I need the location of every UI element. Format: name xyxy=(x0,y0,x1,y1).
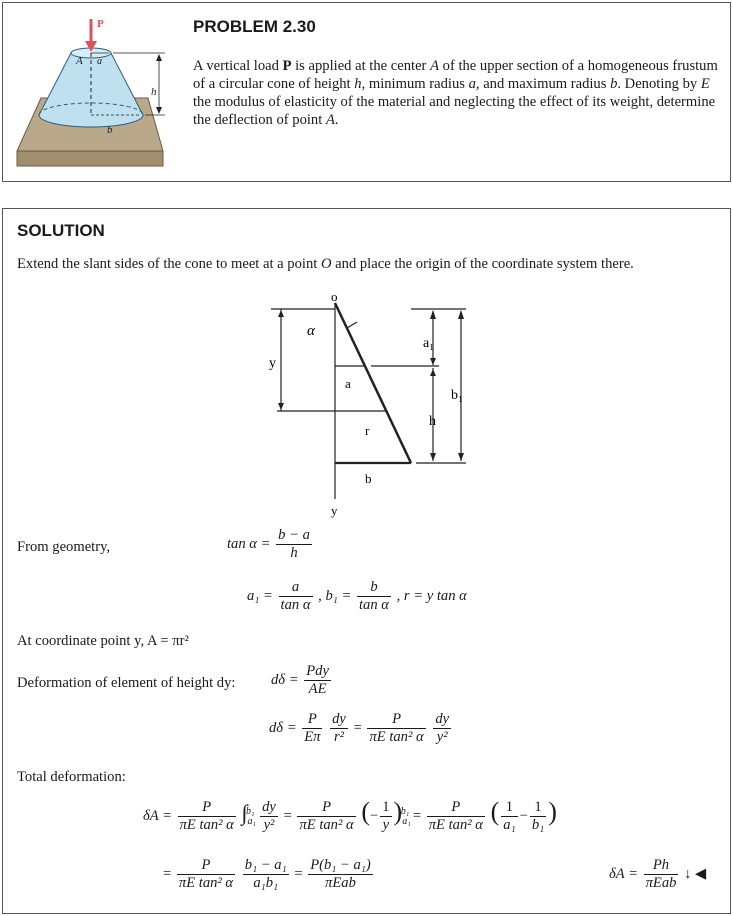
tan-alpha-equation: tan α = $\frac{b - a}{h}$ xyxy=(227,527,310,561)
svg-text:a: a xyxy=(345,376,351,391)
total-deformation-simplified: = $\frac{P}{\text{πE tan² α}}$ $\frac{\text{b₁ − a₁}}{\text{a₁b₁}}$ = $\frac{\text{P(b₁ − a₁)}}{\text{πEab}}$ xyxy=(163,857,371,891)
svg-text:α: α xyxy=(307,323,315,339)
total-deformation-label: Total deformation: xyxy=(17,769,126,785)
problem-title: PROBLEM 2.30 xyxy=(193,17,316,36)
svg-text:h: h xyxy=(429,414,436,429)
svg-text:y: y xyxy=(269,356,276,371)
area-at-y-label: At coordinate point y, A = πr² xyxy=(17,633,189,649)
svg-text:y: y xyxy=(331,503,338,518)
problem-panel xyxy=(2,2,731,182)
solution-panel xyxy=(2,208,731,914)
solution-title: SOLUTION xyxy=(17,221,105,240)
solution-intro: Extend the slant sides of the cone to meet at a point O and place the origin of the coordinate system there. xyxy=(17,256,634,272)
frustum-figure xyxy=(13,13,169,171)
d-delta-equation: dδ = $\frac{\text{Pdy}}{AE}$ xyxy=(271,663,329,697)
svg-text:P: P xyxy=(97,18,104,30)
svg-text:a₁: a₁ xyxy=(423,336,435,351)
svg-text:h: h xyxy=(151,86,157,98)
total-deformation-integral: δA = $\frac{P}{\text{πE tan² α}}$ $\int_{a_1}^{b_1}$ $\frac{dy}{\text{y²}}$ = $\frac{P}{\text{πE tan² α}}$ (− $\frac{1}{y}$ )$_{a_1}^{b_1}$ = $\frac{P}{\text{πE tan² α}}$ ( $\frac{1}{\text{a₁}}$ − $\frac{1}{\text{b₁}}$ ) xyxy=(143,797,557,834)
final-answer: δA = $\frac{Ph}{\text{πEab}}$ ↓ ◀ xyxy=(609,857,707,891)
radius-relations: a₁ = $\frac{a}{\text{tan α}}$ , b₁ = $\frac{b}{\text{tan α}}$ , r = y tan α xyxy=(247,579,467,613)
svg-text:a: a xyxy=(97,56,102,67)
svg-text:b: b xyxy=(107,124,113,136)
svg-text:A: A xyxy=(76,55,83,67)
svg-text:b: b xyxy=(365,471,372,486)
problem-statement: A vertical load P is applied at the center A of the upper section of a homogeneous frustum of a circular cone of height h, minimum radius a, and maximum radius b. Denoting by E the modulus of elasticity of the material and neglecting the effect of its weight, determine the deflection of point A. xyxy=(193,58,718,128)
svg-text:o: o xyxy=(331,289,338,304)
d-delta-expanded: dδ = $\frac{P}{E\pi}$ $\frac{dy}{\text{r²}}$ = $\frac{P}{\text{πE tan² α}}$ $\frac{dy}{\text{y²}}$ xyxy=(269,711,450,745)
from-geometry-label: From geometry, xyxy=(17,539,111,555)
svg-text:r: r xyxy=(365,423,370,438)
deformation-element-label: Deformation of element of height dy: xyxy=(17,675,236,691)
cone-sketch xyxy=(261,289,481,519)
svg-text:b₁: b₁ xyxy=(451,388,463,403)
answer-marker-icon: ↓ ◀ xyxy=(684,865,707,882)
base-plate-front xyxy=(17,151,163,166)
